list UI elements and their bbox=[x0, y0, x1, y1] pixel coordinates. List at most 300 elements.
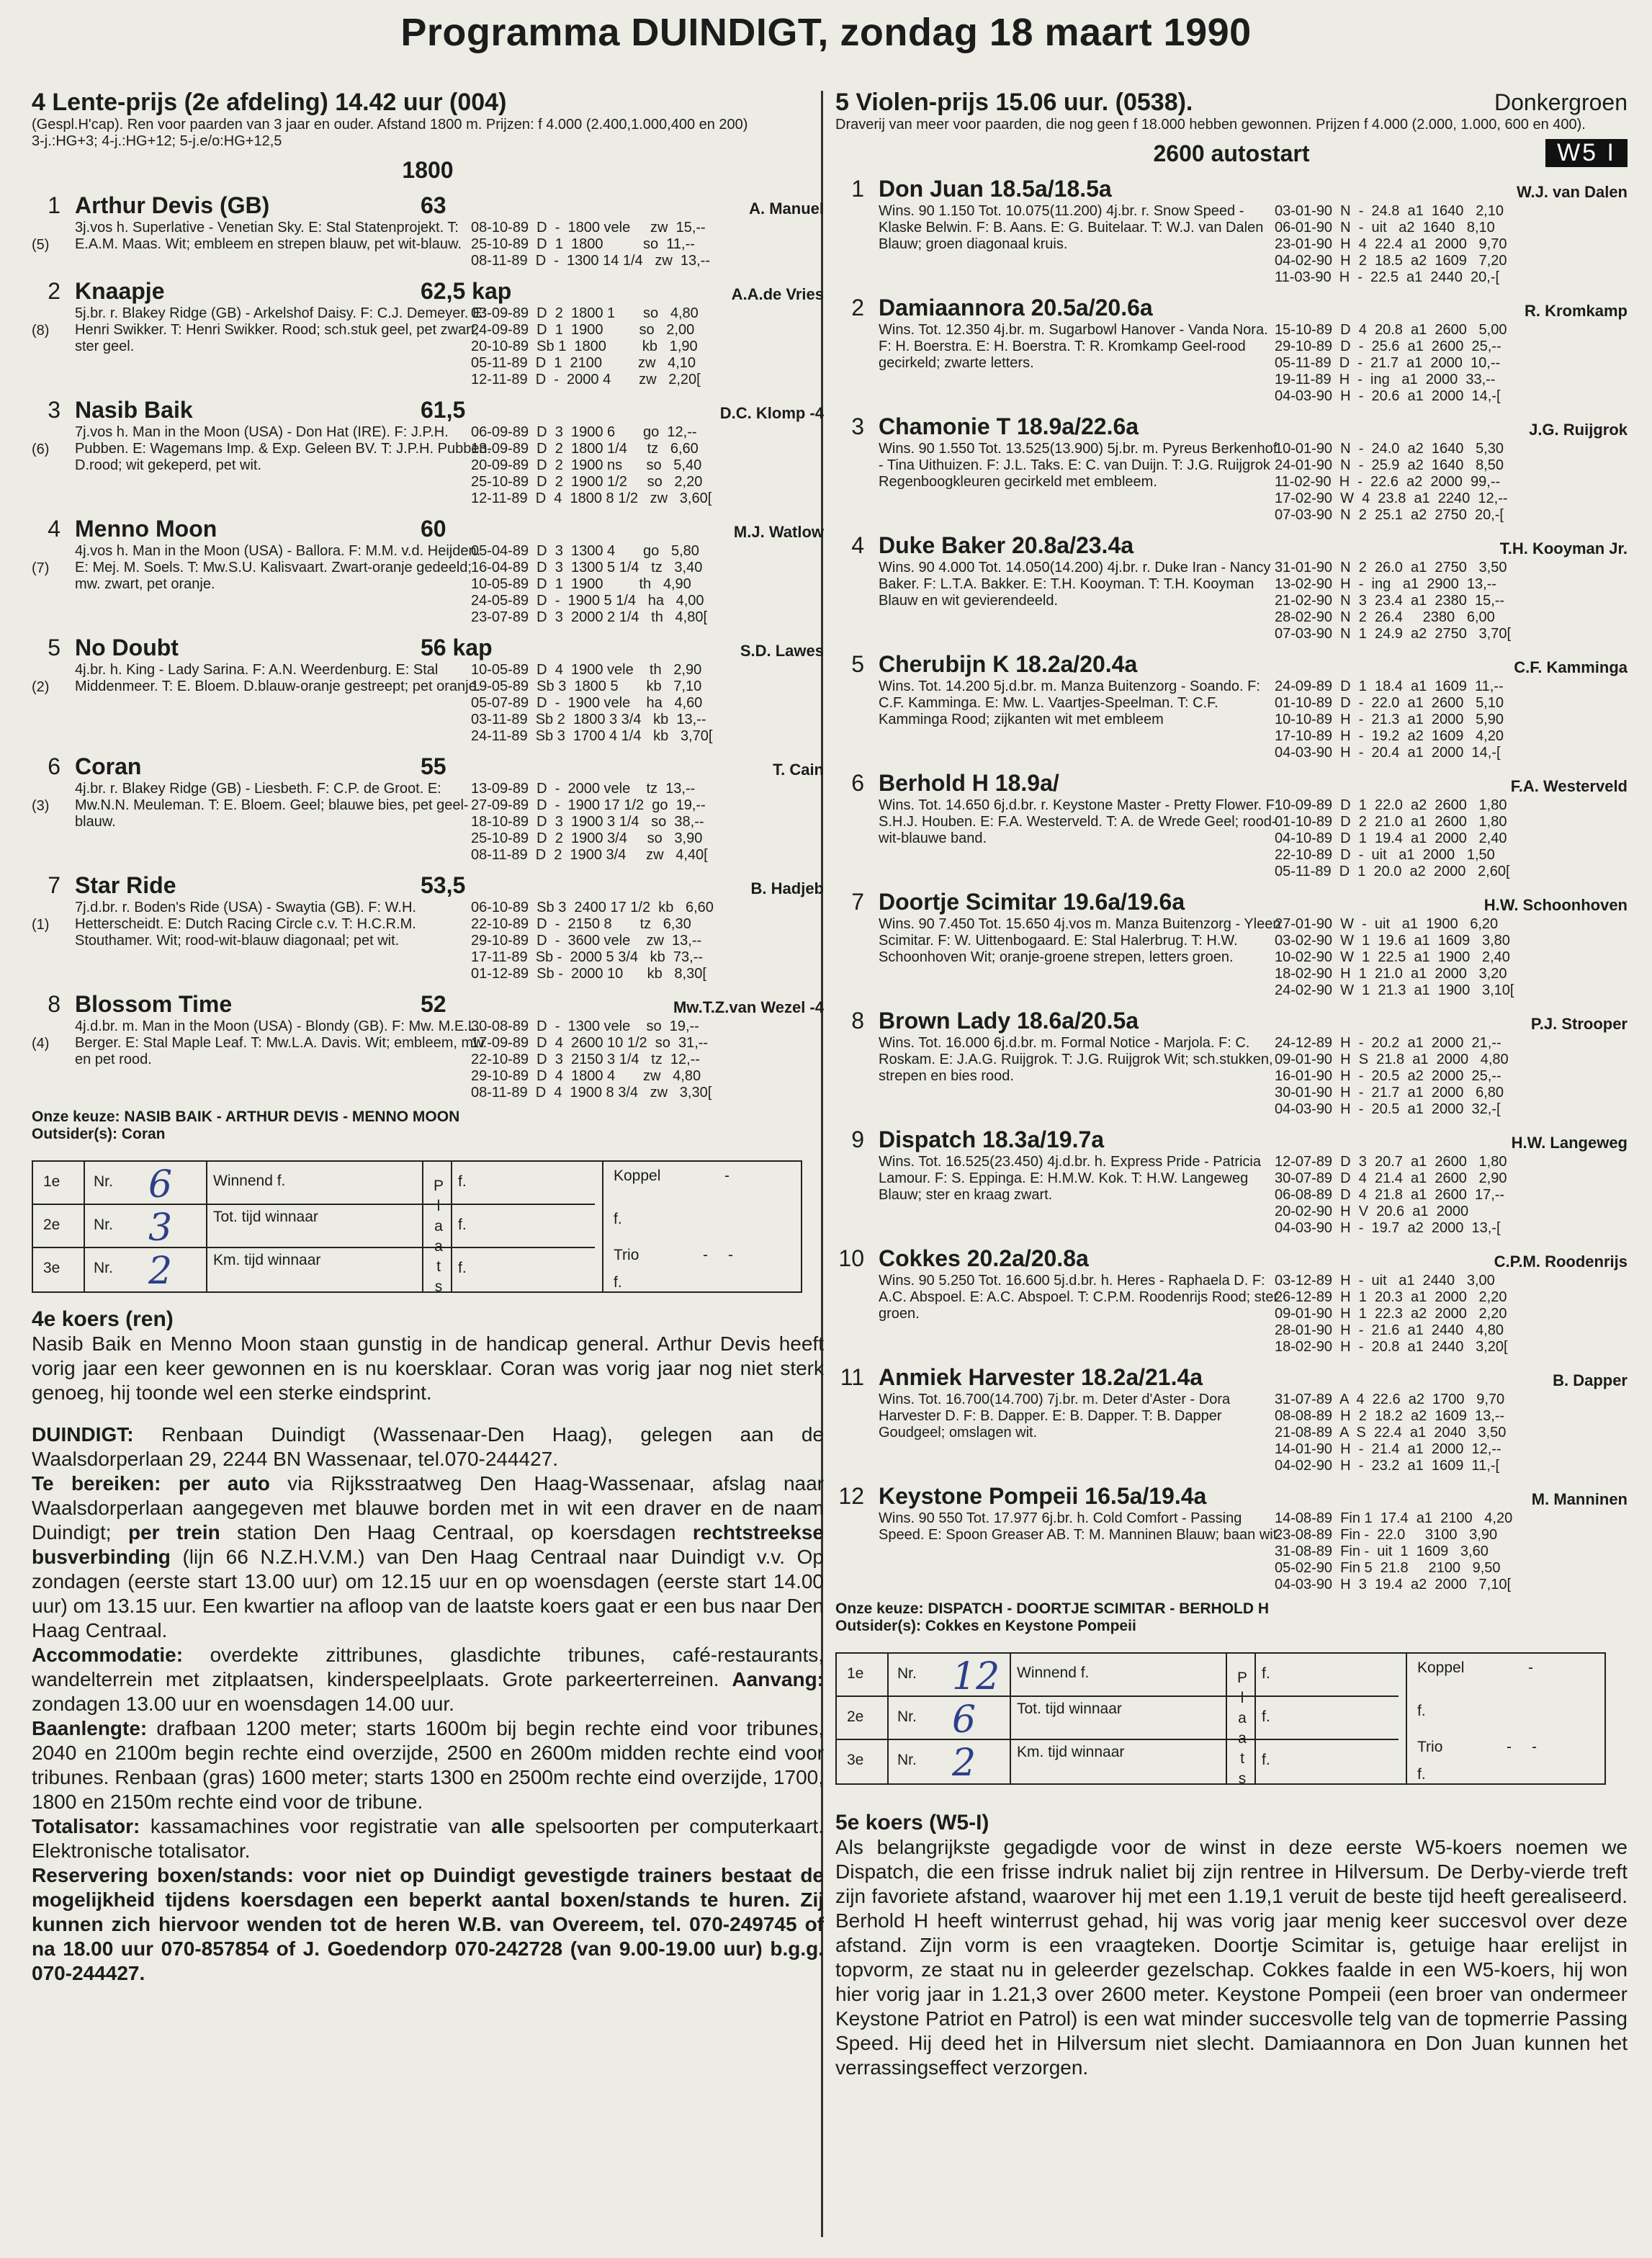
form-line: 09-01-90 H 1 22.3 a2 2000 2,20 bbox=[1275, 1306, 1507, 1322]
race-5-results-table bbox=[835, 1652, 1606, 1785]
horse-trainer: A.A.de Vries bbox=[731, 285, 824, 303]
horse-trainer: A. Manuel bbox=[749, 200, 824, 218]
form-line: 08-11-89 D 2 1900 3/4 zw 4,40[ bbox=[471, 847, 708, 863]
form-line: 14-01-90 H - 21.4 a1 2000 12,-- bbox=[1275, 1441, 1501, 1457]
form-line: 15-10-89 D 4 20.8 a1 2600 5,00 bbox=[1275, 322, 1507, 338]
horse-post: (5) bbox=[32, 237, 50, 253]
horse-details bbox=[835, 916, 1628, 999]
horse-details bbox=[835, 1035, 1628, 1118]
horse-weight: 62,5 kap bbox=[421, 278, 512, 304]
horse-number: 2 bbox=[851, 295, 864, 321]
form-line: 30-07-89 D 4 21.4 a1 2600 2,90 bbox=[1275, 1170, 1507, 1186]
horse-weight: 55 bbox=[421, 753, 446, 779]
horse-info: 4j.br. h. King - Lady Sarina. F: A.N. Weerdenburg. E: Stal Middenmeer. T: E. Bloem. D.blauw-oranje gestreept; pet oranje. bbox=[75, 662, 481, 694]
horse-details bbox=[32, 1018, 824, 1101]
form-line: 16-01-90 H - 20.5 a2 2000 25,-- bbox=[1275, 1068, 1501, 1084]
koppel-label: Koppel bbox=[614, 1168, 661, 1184]
horse-info: 7j.d.br. r. Boden's Ride (USA) - Swaytia (GB). F: W.H. Hetterscheidt. E: Dutch Racing Circle c.v. T: H.C.R.M. Stouthamer. Wit; rood-wit-blauw diagonaal; pet wit. bbox=[75, 900, 416, 949]
form-line: 14-08-89 Fin 1 17.4 a1 2100 4,20 bbox=[1275, 1510, 1513, 1526]
horse-number: 4 bbox=[851, 532, 864, 558]
horse-form bbox=[1275, 203, 1628, 286]
horse-form bbox=[471, 781, 824, 864]
form-line: 11-02-90 H - 22.6 a2 2000 99,-- bbox=[1275, 474, 1501, 490]
horse-post: (2) bbox=[32, 679, 50, 695]
horse-form bbox=[1275, 560, 1628, 642]
f-label: f. bbox=[458, 1260, 467, 1276]
horse-name: Damiaannora 20.5a/20.6a bbox=[879, 295, 1153, 321]
form-line: 04-02-90 H - 23.2 a1 1609 11,-[ bbox=[1275, 1458, 1500, 1474]
horse-number: 1 bbox=[851, 176, 864, 202]
horse-post: (4) bbox=[32, 1036, 50, 1052]
horse-weight: 52 bbox=[421, 991, 446, 1017]
horse-header bbox=[32, 191, 824, 220]
horse-weight: 60 bbox=[421, 516, 446, 542]
form-line: 06-08-89 D 4 21.8 a1 2600 17,-- bbox=[1275, 1187, 1505, 1203]
horse-name: No Doubt bbox=[75, 635, 179, 660]
horse-form bbox=[471, 220, 824, 269]
horse-form bbox=[471, 305, 824, 388]
horse-number: 6 bbox=[851, 770, 864, 796]
horse-trainer: M. Manninen bbox=[1531, 1490, 1628, 1508]
race-5-outsider: Outsider(s): Cokkes en Keystone Pompeii bbox=[835, 1618, 1136, 1634]
form-line: 23-08-89 Fin - 22.0 3100 3,90 bbox=[1275, 1527, 1498, 1543]
horse-info: Wins. Tot. 16.000 6j.d.br. m. Formal Notice - Marjola. F: C. Roskam. E: J.A.G. Ruijgrok. T: J.G. Ruijgrok Wit; sch.stukken, strepen en bies rood. bbox=[879, 1035, 1273, 1084]
form-line: 24-11-89 Sb 3 1700 4 1/4 kb 3,70[ bbox=[471, 728, 713, 744]
time-label: Winnend f. bbox=[213, 1173, 286, 1189]
race-5-color: Donkergroen bbox=[1494, 89, 1628, 115]
form-line: 12-11-89 D 4 1800 8 1/2 zw 3,60[ bbox=[471, 490, 712, 506]
form-line: 26-12-89 H 1 20.3 a1 2000 2,20 bbox=[1275, 1289, 1507, 1305]
horse-trainer: B. Hadjeb bbox=[750, 879, 824, 897]
horse-name: Don Juan 18.5a/18.5a bbox=[879, 176, 1112, 202]
horse-entry bbox=[835, 1125, 1628, 1237]
horse-entry bbox=[32, 277, 824, 388]
horse-info: 4j.br. r. Blakey Ridge (GB) - Liesbeth. F: C.P. de Groot. E: Mw.N.N. Meuleman. T: E. Bloem. Geel; blauwe bies, pet geel-blauw. bbox=[75, 781, 469, 830]
track-address: DUINDIGT: Renbaan Duindigt (Wassenaar-Den Haag), gelegen aan de Waalsdorperlaan 29, 2244 BN Wassenaar, tel.070-244427. bbox=[32, 1423, 824, 1470]
table-rule bbox=[1406, 1654, 1407, 1783]
race-4-commentary-title: 4e koers (ren) bbox=[32, 1307, 174, 1331]
horse-number: 10 bbox=[838, 1245, 864, 1271]
horse-name: Berhold H 18.9a/ bbox=[879, 770, 1059, 796]
horse-trainer: P.J. Strooper bbox=[1530, 1015, 1628, 1033]
horse-entry bbox=[835, 412, 1628, 524]
race-4-horse-list bbox=[32, 191, 824, 1101]
form-line: 19-05-89 Sb 3 1800 5 kb 7,10 bbox=[471, 678, 702, 694]
horse-header bbox=[835, 650, 1628, 678]
form-line: 24-01-90 N - 25.9 a2 1640 8,50 bbox=[1275, 457, 1504, 473]
form-line: 01-10-89 D 2 21.0 a1 2600 1,80 bbox=[1275, 814, 1507, 830]
place-label: 2e bbox=[43, 1217, 60, 1233]
form-line: 29-10-89 D 4 1800 4 zw 4,80 bbox=[471, 1068, 701, 1084]
horse-entry bbox=[835, 769, 1628, 880]
horse-info: 7j.vos h. Man in the Moon (USA) - Don Hat (IRE). F: J.P.H. Pubben. E: Wagemans Imp. & Exp. Geleen BV. T: J.P.H. Pubben. D.rood; wit gekeperd, pet wit. bbox=[75, 424, 492, 473]
form-line: 10-09-89 D 1 22.0 a2 2600 1,80 bbox=[1275, 797, 1507, 813]
form-line: 17-11-89 Sb - 2000 5 3/4 kb 73,-- bbox=[471, 949, 704, 965]
nr-label: Nr. bbox=[897, 1752, 917, 1768]
form-line: 05-11-89 D 1 20.0 a2 2000 2,60[ bbox=[1275, 864, 1510, 879]
horse-trainer: B. Dapper bbox=[1553, 1371, 1628, 1389]
horse-entry bbox=[32, 514, 824, 626]
horse-trainer: R. Kromkamp bbox=[1524, 302, 1628, 320]
track-length: Baanlengte: drafbaan 1200 meter; starts 1600m bij begin rechte eind voor tribunes, 2040 en 2100m begin rechte eind overzijde, 2500 en 2600m midden rechte eind voor tribunes. Renbaan (gras) 1600 meter; starts 1300 en 2500m rechte eind overzijde, 1700, 1800 en 2150m rechte eind voor de tribune. bbox=[32, 1717, 824, 1813]
horse-number: 1 bbox=[48, 192, 60, 218]
f-label: f. bbox=[1262, 1708, 1270, 1725]
horse-number: 3 bbox=[851, 413, 864, 439]
form-line: 29-10-89 D - 3600 vele zw 13,-- bbox=[471, 933, 702, 949]
race-5-distance: 2600 autostart W5 I bbox=[835, 140, 1628, 167]
horse-header bbox=[835, 531, 1628, 560]
nr-label: Nr. bbox=[94, 1173, 113, 1190]
winner-number: 6 bbox=[148, 1163, 173, 1206]
horse-form bbox=[471, 900, 824, 982]
table-rule bbox=[451, 1162, 452, 1291]
form-line: 04-03-90 H - 20.6 a1 2000 14,-[ bbox=[1275, 388, 1501, 404]
horse-header bbox=[835, 1006, 1628, 1035]
horse-header bbox=[835, 174, 1628, 203]
table-rule bbox=[1010, 1654, 1011, 1783]
form-line: 17-02-90 W 4 23.8 a1 2240 12,-- bbox=[1275, 490, 1508, 506]
horse-name: Star Ride bbox=[75, 872, 176, 898]
plaats-label: P l a a t s bbox=[433, 1178, 444, 1295]
place-label: 1e bbox=[43, 1173, 60, 1190]
horse-trainer: Mw.T.Z.van Wezel -4 bbox=[673, 998, 824, 1016]
horse-info: 5j.br. r. Blakey Ridge (GB) - Arkelshof Daisy. F: C.J. Demeyer. E: Henri Swikker. T: Henri Swikker. Rood; sch.stuk geel, pet zwart, ster geel. bbox=[75, 305, 486, 354]
form-line: 10-10-89 H - 21.3 a1 2000 5,90 bbox=[1275, 712, 1504, 727]
horse-header bbox=[32, 277, 824, 305]
horse-trainer: S.D. Lawes bbox=[740, 642, 824, 660]
horse-post: (7) bbox=[32, 560, 50, 576]
horse-details bbox=[32, 543, 824, 626]
form-line: 03-02-90 W 1 19.6 a1 1609 3,80 bbox=[1275, 933, 1510, 949]
race-4-commentary bbox=[32, 1307, 824, 1405]
time-label: Km. tijd winnaar bbox=[213, 1252, 321, 1268]
form-line: 31-01-90 N 2 26.0 a1 2750 3,50 bbox=[1275, 560, 1507, 575]
winner-number: 2 bbox=[148, 1250, 173, 1293]
horse-header bbox=[835, 1482, 1628, 1510]
horse-details bbox=[32, 424, 824, 507]
time-label: Tot. tijd winnaar bbox=[1017, 1701, 1122, 1717]
horse-details bbox=[32, 781, 824, 864]
horse-form bbox=[1275, 1035, 1628, 1118]
form-line: 08-08-89 H 2 18.2 a2 1609 13,-- bbox=[1275, 1408, 1505, 1424]
form-line: 27-01-90 W - uit a1 1900 6,20 bbox=[1275, 916, 1499, 932]
form-line: 25-10-89 D 2 1900 3/4 so 3,90 bbox=[471, 830, 703, 846]
horse-entry bbox=[835, 174, 1628, 286]
horse-info: 4j.d.br. m. Man in the Moon (USA) - Blondy (GB). F: Mw. M.E.L. Berger. E: Stal Maple Leaf. T: Mw.L.A. Davis. Wit; embleem, mw. en pet rood. bbox=[75, 1018, 488, 1067]
form-line: 28-01-90 H - 21.6 a1 2440 4,80 bbox=[1275, 1322, 1504, 1338]
form-line: 22-10-89 D - 2150 8 tz 6,30 bbox=[471, 916, 691, 932]
form-line: 03-09-89 D 2 1800 1 so 4,80 bbox=[471, 305, 699, 321]
table-rule bbox=[206, 1162, 207, 1291]
form-line: 24-09-89 D 1 18.4 a1 1609 11,-- bbox=[1275, 678, 1504, 694]
horse-form bbox=[1275, 1154, 1628, 1237]
trio-label: Trio bbox=[1417, 1739, 1443, 1755]
trio-dash: - bbox=[728, 1247, 733, 1263]
form-line: 29-10-89 D - 25.6 a1 2600 25,-- bbox=[1275, 339, 1501, 354]
form-line: 04-02-90 H 2 18.5 a2 1609 7,20 bbox=[1275, 253, 1507, 269]
horse-form bbox=[1275, 797, 1628, 880]
horse-header bbox=[835, 1244, 1628, 1273]
horse-post: (6) bbox=[32, 442, 50, 457]
horse-name: Menno Moon bbox=[75, 516, 217, 542]
horse-number: 3 bbox=[48, 397, 60, 423]
form-line: 10-05-89 D 4 1900 vele th 2,90 bbox=[471, 662, 702, 678]
race-5-title: 5 Violen-prijs 15.06 uur. (0538). Donkergroen bbox=[835, 89, 1628, 116]
form-line: 05-04-89 D 3 1300 4 go 5,80 bbox=[471, 543, 699, 559]
race-5-commentary-title: 5e koers (W5-I) bbox=[835, 1811, 989, 1834]
horse-weight: 53,5 bbox=[421, 872, 466, 898]
plaats-label: P l a a t s bbox=[1236, 1670, 1247, 1787]
horse-header bbox=[835, 769, 1628, 797]
race-4-handicap: 3-j.:HG+3; 4-j.:HG+12; 5-j.e/o:HG+12,5 bbox=[32, 133, 282, 149]
f-label: f. bbox=[1262, 1665, 1270, 1682]
horse-info: Wins. 90 5.250 Tot. 16.600 5j.d.br. h. Heres - Raphaela D. F: A.C. Abspoel. E: A.C. Abspoel. T: C.P.M. Roodenrijs Rood; ster groen. bbox=[879, 1273, 1279, 1322]
horse-name: Duke Baker 20.8a/23.4a bbox=[879, 532, 1134, 558]
horse-details bbox=[835, 678, 1628, 761]
form-line: 10-01-90 N - 24.0 a2 1640 5,30 bbox=[1275, 441, 1504, 457]
race-4-title: 4 Lente-prijs (2e afdeling) 14.42 uur (004) bbox=[32, 89, 507, 116]
horse-trainer: J.G. Ruijgrok bbox=[1529, 421, 1628, 439]
horse-number: 8 bbox=[851, 1008, 864, 1034]
time-label: Tot. tijd winnaar bbox=[213, 1209, 318, 1225]
horse-header bbox=[32, 633, 824, 662]
form-line: 06-10-89 Sb 3 2400 17 1/2 kb 6,60 bbox=[471, 900, 714, 915]
horse-form bbox=[471, 424, 824, 507]
horse-info: Wins. 90 1.150 Tot. 10.075(11.200) 4j.br. r. Snow Speed - Klaske Belwin. F: B. Aans. E: G. Buitelaar. T: W.J. van Dalen Blauw; groen diagonaal kruis. bbox=[879, 203, 1264, 252]
horse-details bbox=[835, 1154, 1628, 1237]
horse-form bbox=[1275, 322, 1628, 405]
horse-post: (1) bbox=[32, 917, 50, 933]
horse-details bbox=[32, 900, 824, 982]
race-4-column bbox=[32, 88, 824, 1986]
horse-entry bbox=[32, 752, 824, 864]
form-line: 03-12-89 H - uit a1 2440 3,00 bbox=[1275, 1273, 1495, 1289]
horse-number: 8 bbox=[48, 991, 60, 1017]
horse-number: 7 bbox=[851, 889, 864, 915]
race-5-commentary bbox=[835, 1811, 1628, 2080]
horse-name: Blossom Time bbox=[75, 991, 233, 1017]
horse-name: Chamonie T 18.9a/22.6a bbox=[879, 413, 1139, 439]
form-line: 18-10-89 D 3 1900 3 1/4 so 38,-- bbox=[471, 814, 704, 830]
horse-entry bbox=[835, 531, 1628, 642]
form-line: 17-09-89 D 4 2600 10 1/2 so 31,-- bbox=[471, 1035, 709, 1051]
form-line: 10-05-89 D 1 1900 th 4,90 bbox=[471, 576, 691, 592]
form-line: 24-12-89 H - 20.2 a1 2000 21,-- bbox=[1275, 1035, 1501, 1051]
form-line: 01-12-89 Sb - 2000 10 kb 8,30[ bbox=[471, 966, 706, 982]
place-label: 1e bbox=[847, 1665, 864, 1682]
form-line: 13-09-89 D - 2000 vele tz 13,-- bbox=[471, 781, 696, 797]
horse-name: Dispatch 18.3a/19.7a bbox=[879, 1126, 1105, 1152]
horse-details bbox=[835, 322, 1628, 405]
track-directions: Te bereiken: per auto via Rijksstraatweg Den Haag-Wassenaar, afslag naar Waalsdorperlaan aangegeven met blauwe borden met in wit een draver en de naam Duindigt; per trein station Den Haag Centraal, op koersdagen rechtstreekse busverbinding (lijn 66 N.Z.H.V.M.) van Den Haag Centraal naar Duindigt v.v. Op zondagen (eerste start 13.00 uur) om 12.15 uur en op woensdagen (eerste start 14.00 uur) om 13.15 uur. Een kwartier na afloop van de laatste koers gaat er een bus naar Den Haag Centraal. bbox=[32, 1472, 824, 1641]
horse-name: Nasib Baik bbox=[75, 397, 193, 423]
horse-details bbox=[835, 797, 1628, 880]
nr-label: Nr. bbox=[897, 1665, 917, 1682]
horse-trainer: W.J. van Dalen bbox=[1516, 183, 1628, 201]
place-label: 2e bbox=[847, 1708, 864, 1725]
koppel-f: f. bbox=[1417, 1703, 1426, 1719]
race-5-conditions: Draverij van meer voor paarden, die nog geen f 18.000 hebben gewonnen. Prijzen f 4.000 (2.000, 1.000, 600 en 400). bbox=[835, 117, 1586, 133]
form-line: 24-09-89 D 1 1900 so 2,00 bbox=[471, 322, 695, 338]
form-line: 22-10-89 D - uit a1 2000 1,50 bbox=[1275, 847, 1495, 863]
horse-header bbox=[32, 514, 824, 543]
f-label: f. bbox=[458, 1173, 467, 1190]
form-line: 04-03-90 H - 19.7 a2 2000 13,-[ bbox=[1275, 1220, 1501, 1236]
form-line: 13-02-90 H - ing a1 2900 13,-- bbox=[1275, 576, 1496, 592]
horse-header bbox=[32, 990, 824, 1018]
form-line: 24-02-90 W 1 21.3 a1 1900 3,10[ bbox=[1275, 982, 1514, 998]
horse-number: 2 bbox=[48, 278, 60, 304]
place-label: 3e bbox=[847, 1752, 864, 1768]
place-label: 3e bbox=[43, 1260, 60, 1276]
trio-dash: - bbox=[1532, 1739, 1537, 1755]
horse-header bbox=[835, 412, 1628, 441]
horse-info: Wins. 90 1.550 Tot. 13.525(13.900) 5j.br. m. Pyreus Berkenhof - Tina Uithuizen. F: J.L. Taks. E: C. van Duijn. T: J.G. Ruijgrok Regenboogkleuren gecirkeld met embleem. bbox=[879, 441, 1278, 490]
horse-details bbox=[835, 1392, 1628, 1474]
track-reservation: Reservering boxen/stands: voor niet op Duindigt gevestigde trainers bestaat de mogelijkheid tijdens koersdagen een beperkt aantal boxen/stands te huren. Zij kunnen zich hiervoor wenden tot de heren W.B. van Overeem, tel. 070-249745 of na 18.00 uur 070-857854 of J. Goedendorp 070-242728 (van 9.00-19.00 uur) b.g.g. 070-244427. bbox=[32, 1864, 824, 1984]
horse-number: 11 bbox=[840, 1364, 864, 1390]
koppel-f: f. bbox=[614, 1211, 622, 1227]
horse-entry bbox=[32, 191, 824, 269]
time-label: Winnend f. bbox=[1017, 1665, 1090, 1681]
form-line: 31-07-89 A 4 22.6 a2 1700 9,70 bbox=[1275, 1392, 1505, 1407]
horse-entry bbox=[835, 1244, 1628, 1356]
form-line: 04-03-90 H 3 19.4 a2 2000 7,10[ bbox=[1275, 1577, 1512, 1592]
horse-post: (3) bbox=[32, 798, 50, 814]
trio-f: f. bbox=[1417, 1766, 1426, 1783]
horse-details bbox=[835, 1273, 1628, 1356]
horse-name: Cokkes 20.2a/20.8a bbox=[879, 1245, 1089, 1271]
form-line: 05-11-89 D 1 2100 zw 4,10 bbox=[471, 355, 696, 371]
horse-name: Cherubijn K 18.2a/20.4a bbox=[879, 651, 1138, 677]
trio-dash: - bbox=[703, 1247, 708, 1263]
koppel-dash: - bbox=[724, 1168, 730, 1184]
nr-label: Nr. bbox=[897, 1708, 917, 1725]
form-line: 05-02-90 Fin 5 21.8 2100 9,50 bbox=[1275, 1560, 1501, 1576]
form-line: 30-01-90 H - 21.7 a1 2000 6,80 bbox=[1275, 1085, 1504, 1101]
form-line: 25-10-89 D 1 1800 so 11,-- bbox=[471, 236, 695, 252]
form-line: 20-09-89 D 2 1900 ns so 5,40 bbox=[471, 457, 702, 473]
race-4-results-table bbox=[32, 1160, 802, 1293]
horse-header bbox=[835, 1125, 1628, 1154]
form-line: 23-07-89 D 3 2000 2 1/4 th 4,80[ bbox=[471, 609, 707, 625]
form-line: 05-11-89 D - 21.7 a1 2000 10,-- bbox=[1275, 355, 1501, 371]
horse-name: Anmiek Harvester 18.2a/21.4a bbox=[879, 1364, 1203, 1390]
race-4-conditions: (Gespl.H'cap). Ren voor paarden van 3 jaar en ouder. Afstand 1800 m. Prijzen: f 4.000 (2.400,1.000,400 en 200) bbox=[32, 117, 748, 133]
horse-number: 5 bbox=[851, 651, 864, 677]
horse-weight: 61,5 bbox=[421, 397, 466, 423]
horse-entry bbox=[32, 871, 824, 982]
horse-details bbox=[835, 203, 1628, 286]
horse-trainer: C.P.M. Roodenrijs bbox=[1494, 1253, 1628, 1271]
horse-form bbox=[1275, 678, 1628, 761]
winner-number: 6 bbox=[952, 1698, 977, 1742]
form-line: 25-10-89 D 2 1900 1/2 so 2,20 bbox=[471, 474, 703, 490]
horse-header bbox=[32, 752, 824, 781]
form-line: 08-10-89 D - 1800 vele zw 15,-- bbox=[471, 220, 706, 236]
horse-name: Doortje Scimitar 19.6a/19.6a bbox=[879, 889, 1185, 915]
horse-header bbox=[32, 871, 824, 900]
horse-header bbox=[835, 887, 1628, 916]
form-line: 08-11-89 D - 1300 14 1/4 zw 13,-- bbox=[471, 253, 711, 269]
horse-details bbox=[32, 662, 824, 745]
trio-label: Trio bbox=[614, 1247, 639, 1263]
time-label: Km. tijd winnaar bbox=[1017, 1744, 1125, 1760]
f-label: f. bbox=[458, 1217, 467, 1233]
horse-entry bbox=[835, 1363, 1628, 1474]
form-line: 27-09-89 D - 1900 17 1/2 go 19,-- bbox=[471, 797, 706, 813]
table-rule bbox=[837, 1695, 1399, 1697]
horse-name: Coran bbox=[75, 753, 142, 779]
track-accommodation: Accommodatie: overdekte zittribunes, glasdichte tribunes, café-restaurants, wandelterrein met zitplaatsen, kinderspeelplaats. Grote parkeerterreinen. Aanvang: zondagen 13.00 uur en woensdagen 14.00 uur. bbox=[32, 1644, 824, 1715]
horse-info: 4j.vos h. Man in the Moon (USA) - Ballora. F: M.M. v.d. Heijden. E: Mej. M. Soels. T: Mw.S.U. Kalisvaart. Zwart-oranje gedeeld; mw. zwart, pet oranje. bbox=[75, 543, 481, 592]
form-line: 01-10-89 D - 22.0 a1 2600 5,10 bbox=[1275, 695, 1504, 711]
horse-name: Keystone Pompeii 16.5a/19.4a bbox=[879, 1483, 1207, 1509]
horse-info: Wins. Tot. 14.200 5j.d.br. m. Manza Buitenzorg - Soando. F: C.F. Kamminga. E: Mw. L. Vaartjes-Speelman. T: C.F. Kamminga Rood; zijkanten wit met embleem bbox=[879, 678, 1260, 727]
horse-trainer: F.A. Westerveld bbox=[1510, 777, 1628, 795]
race-5-column bbox=[835, 88, 1628, 2080]
horse-weight: 56 kap bbox=[421, 635, 493, 660]
table-rule bbox=[33, 1247, 595, 1248]
table-rule bbox=[422, 1162, 423, 1291]
trio-dash: - bbox=[1507, 1739, 1512, 1755]
form-line: 16-04-89 D 3 1300 5 1/4 tz 3,40 bbox=[471, 560, 703, 575]
race-4-commentary-text: Nasib Baik en Menno Moon staan gunstig in de handicap general. Arthur Devis heeft vorig jaar een keer gewonnen en is nu koersklaar. Coran was vorig jaar nog niet sterk genoeg, hij toonde wel een sterke eindsprint. bbox=[32, 1332, 824, 1404]
horse-trainer: M.J. Watlow bbox=[733, 523, 824, 541]
horse-name: Knaapje bbox=[75, 278, 165, 304]
table-rule bbox=[602, 1162, 603, 1291]
form-line: 11-03-90 H - 22.5 a1 2440 20,-[ bbox=[1275, 269, 1500, 285]
horse-entry bbox=[32, 633, 824, 745]
horse-trainer: H.W. Langeweg bbox=[1511, 1134, 1628, 1152]
table-rule bbox=[887, 1654, 889, 1783]
horse-form bbox=[1275, 1510, 1628, 1593]
horse-entry bbox=[835, 1006, 1628, 1118]
form-line: 06-01-90 N - uit a2 1640 8,10 bbox=[1275, 220, 1495, 236]
form-line: 31-08-89 Fin - uit 1 1609 3,60 bbox=[1275, 1544, 1489, 1559]
horse-trainer: D.C. Klomp -4 bbox=[719, 404, 824, 422]
koppel-label: Koppel bbox=[1417, 1659, 1465, 1676]
koppel-dash: - bbox=[1528, 1659, 1533, 1676]
horse-entry bbox=[835, 887, 1628, 999]
form-line: 07-03-90 N 1 24.9 a2 2750 3,70[ bbox=[1275, 626, 1512, 642]
track-info bbox=[32, 1423, 824, 1986]
form-line: 03-11-89 Sb 2 1800 3 3/4 kb 13,-- bbox=[471, 712, 706, 727]
table-rule bbox=[1226, 1654, 1227, 1783]
horse-number: 9 bbox=[851, 1126, 864, 1152]
form-line: 12-07-89 D 3 20.7 a1 2600 1,80 bbox=[1275, 1154, 1507, 1170]
f-label: f. bbox=[1262, 1752, 1270, 1768]
horse-details bbox=[835, 441, 1628, 524]
form-line: 08-11-89 D 4 1900 8 3/4 zw 3,30[ bbox=[471, 1085, 712, 1101]
nr-label: Nr. bbox=[94, 1260, 113, 1276]
horse-header bbox=[835, 293, 1628, 322]
form-line: 05-07-89 D - 1900 vele ha 4,60 bbox=[471, 695, 703, 711]
horse-form bbox=[471, 662, 824, 745]
horse-form bbox=[1275, 1273, 1628, 1356]
horse-name: Arthur Devis (GB) bbox=[75, 192, 270, 218]
horse-header bbox=[835, 1363, 1628, 1392]
horse-info: Wins. 90 4.000 Tot. 14.050(14.200) 4j.br. r. Duke Iran - Nancy Baker. F: L.T.A. Bakker. E: T.H. Kooyman. T: T.H. Kooyman Blauw en wit gevierendeeld. bbox=[879, 560, 1271, 609]
horse-entry bbox=[835, 293, 1628, 405]
horse-post: (8) bbox=[32, 323, 50, 339]
form-line: 04-10-89 D 1 19.4 a1 2000 2,40 bbox=[1275, 830, 1507, 846]
form-line: 17-10-89 H - 19.2 a2 1609 4,20 bbox=[1275, 728, 1504, 744]
winner-number: 2 bbox=[952, 1742, 977, 1785]
horse-details bbox=[32, 220, 824, 269]
horse-trainer: T. Cain bbox=[773, 761, 824, 779]
winner-number: 12 bbox=[952, 1655, 1000, 1698]
